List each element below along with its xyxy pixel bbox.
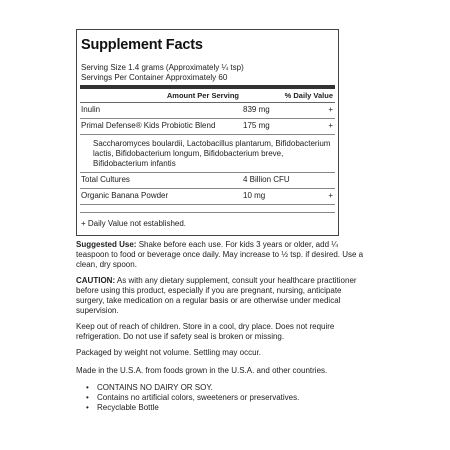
product-claims xyxy=(76,383,368,413)
caution-label: CAUTION: xyxy=(76,276,116,285)
suggested-use-label: Suggested Use: xyxy=(76,240,137,249)
facts-row-probiotic-blend xyxy=(80,119,335,135)
ingredient-dv: + xyxy=(328,105,333,114)
ingredient-amount: 10 mg xyxy=(243,191,266,200)
facts-row-total-cultures xyxy=(80,173,335,189)
supplement-facts-panel xyxy=(76,29,339,236)
facts-row-inulin xyxy=(80,103,335,119)
list-item: • CONTAINS NO DAIRY OR SOY. xyxy=(86,383,368,393)
ingredient-dv: + xyxy=(328,191,333,200)
servings-per-container: Servings Per Container Approximately 60 xyxy=(81,73,228,82)
ingredient-amount: 175 mg xyxy=(243,121,270,130)
facts-title: Supplement Facts xyxy=(81,37,203,53)
ingredient-name: Organic Banana Powder xyxy=(81,191,169,200)
packaging-paragraph: Packaged by weight not volume. Settling may occur. xyxy=(76,348,261,357)
storage-paragraph: Keep out of reach of children. Store in a cool, dry place. Does not require refrigeration. Do not use if safety seal is broken or missing. xyxy=(76,322,335,341)
ingredient-dv xyxy=(321,175,335,185)
caution-text: As with any dietary supplement, consult your healthcare practitioner before using this product, especially if you are pregnant, nursing, anticipate surgery, take medication on a regular basis or are otherwise under medical supervision. xyxy=(76,276,357,315)
made-in-paragraph: Made in the U.S.A. from foods grown in the U.S.A. and other countries. xyxy=(76,366,328,375)
list-item: • Contains no artificial colors, sweeteners or preservatives. xyxy=(86,393,368,403)
ingredient-name: Primal Defense® Kids Probiotic Blend xyxy=(81,121,216,130)
ingredient-amount: 839 mg xyxy=(243,105,270,114)
daily-value-header: % Daily Value xyxy=(284,91,333,100)
ingredient-name: Total Cultures xyxy=(81,175,130,184)
ingredient-dv: + xyxy=(328,121,333,130)
list-item: • Recyclable Bottle xyxy=(86,403,368,413)
suggested-use-text: Shake before each use. For kids 3 years or older, add ¼ teaspoon to food or beverage once daily. May increase to ½ tsp. if desired. Use a clean, dry spoon. xyxy=(76,240,364,269)
serving-size: Serving Size 1.4 grams (Approximately ¼ tsp) xyxy=(81,63,244,72)
amount-header: Amount Per Serving xyxy=(166,91,239,100)
ingredient-amount: 4 Billion CFU xyxy=(243,175,290,184)
claims-list xyxy=(86,383,368,413)
facts-header-row xyxy=(80,89,335,103)
suggested-use-paragraph xyxy=(76,240,368,270)
facts-row-banana-powder xyxy=(80,189,335,205)
daily-value-footnote: + Daily Value not established. xyxy=(81,219,187,228)
blend-contents: Saccharomyces boulardii, Lactobacillus plantarum, Bifidobacterium lactis, Bifidobacterium longum, Bifidobacterium breve, Bifidobacterium infantis xyxy=(80,135,335,173)
ingredient-name: Inulin xyxy=(81,105,101,114)
caution-paragraph xyxy=(76,276,368,316)
row-spacer xyxy=(80,205,335,213)
